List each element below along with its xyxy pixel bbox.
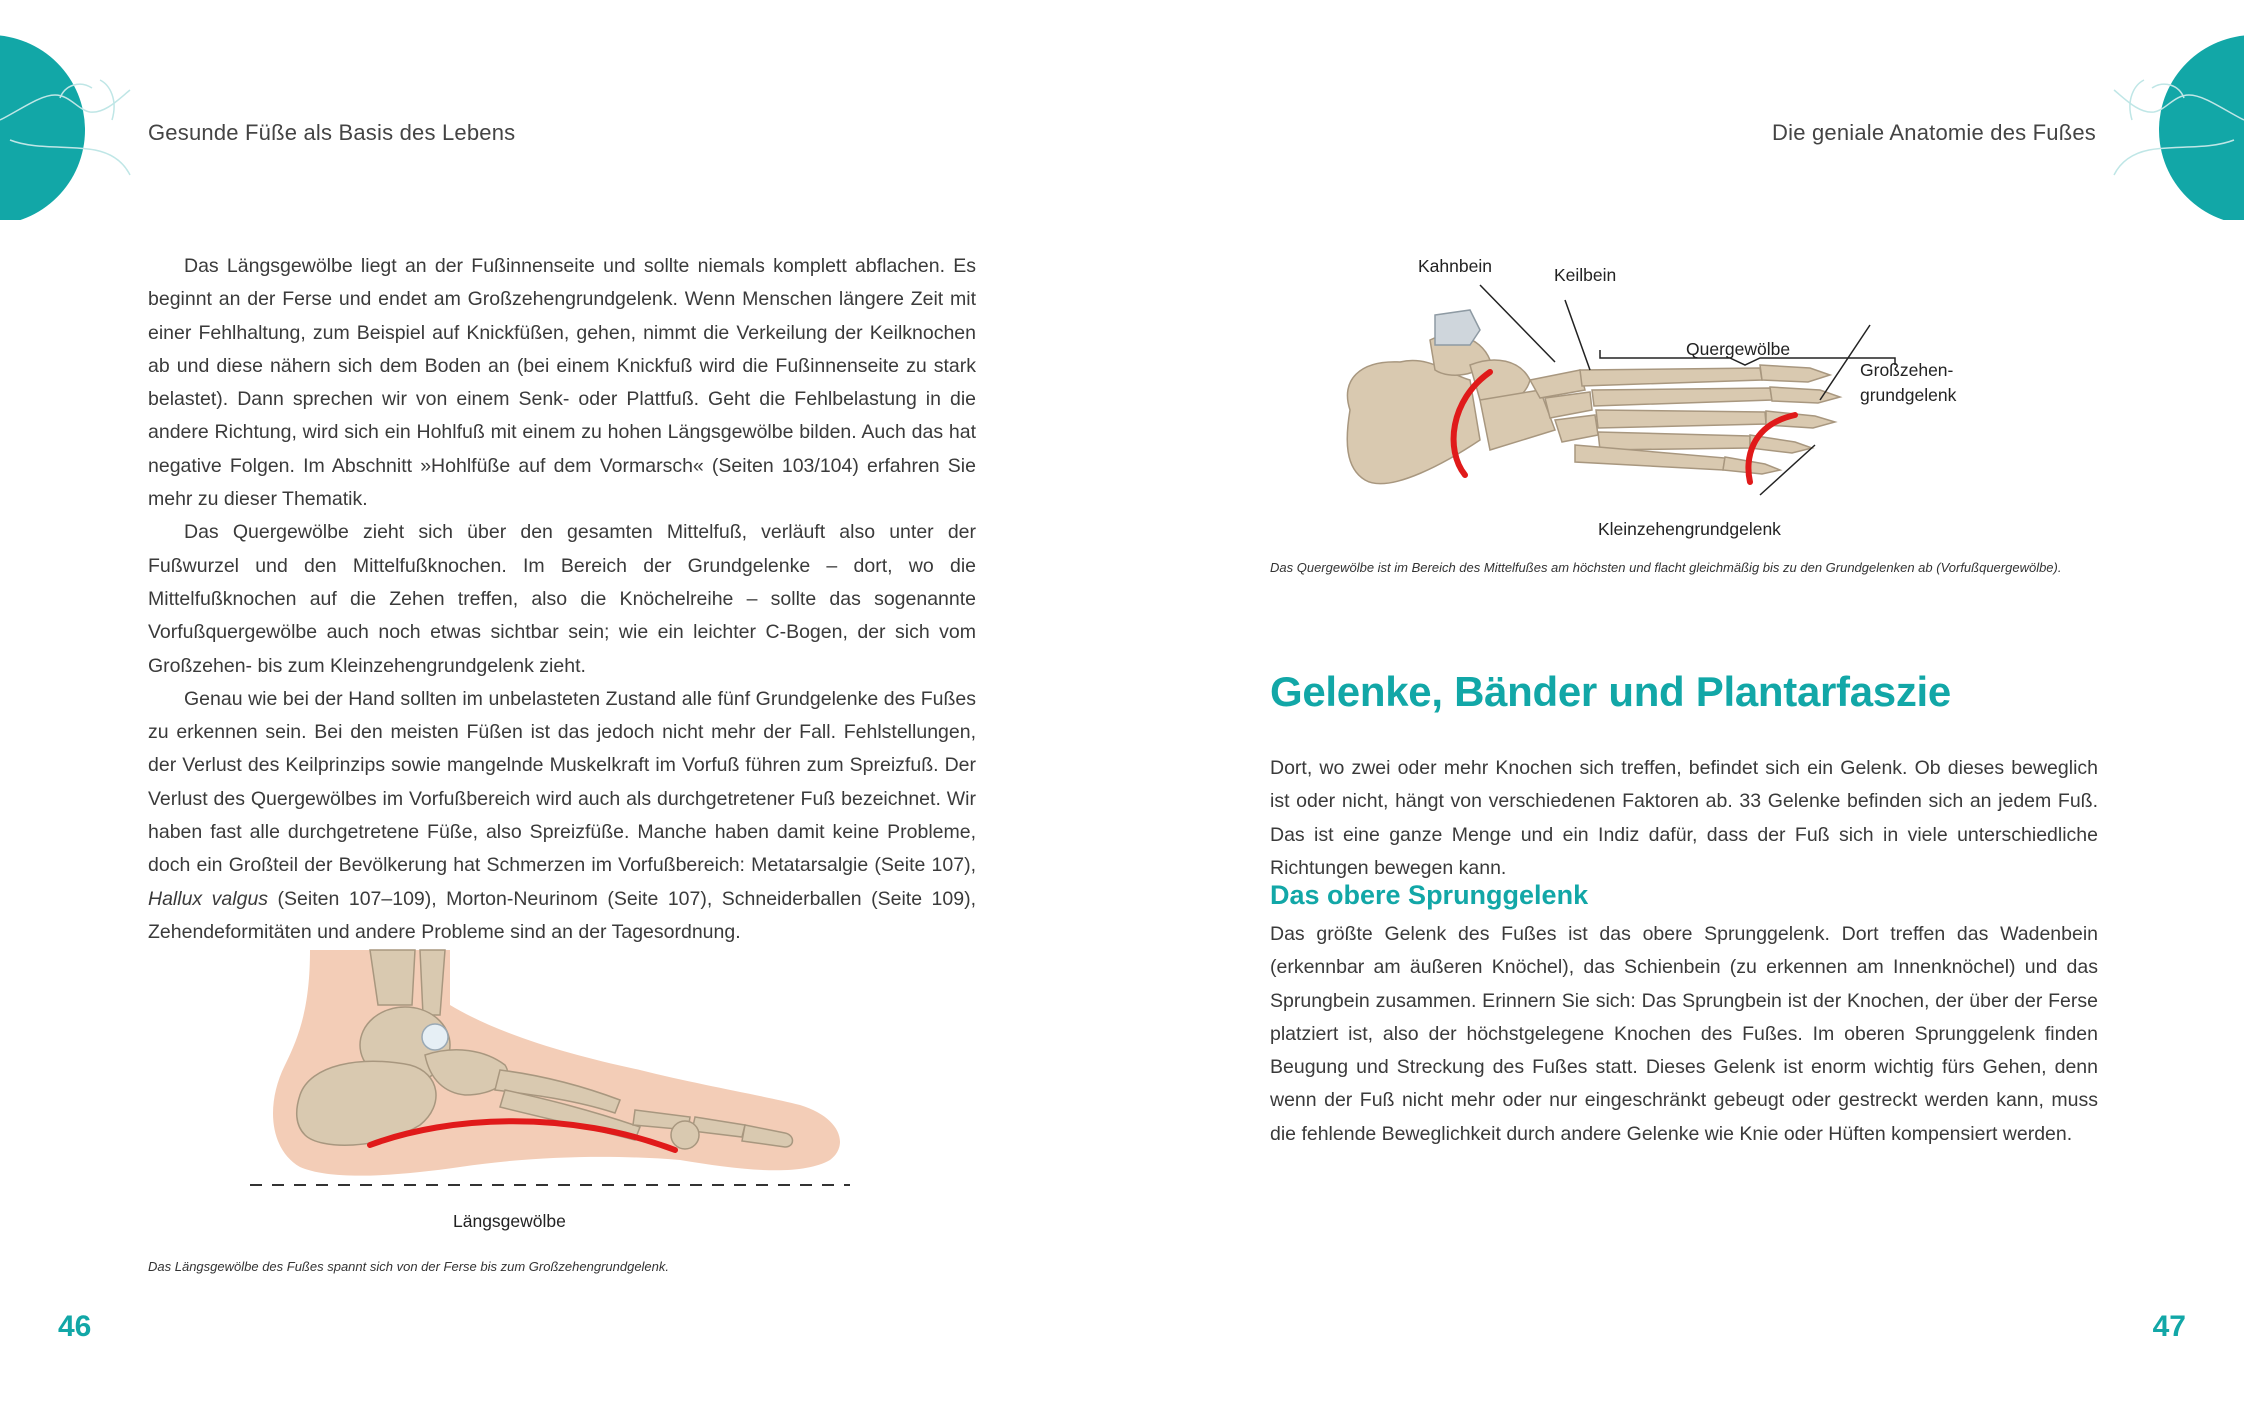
longitudinal-arch-figure <box>240 945 860 1195</box>
left-body-text <box>148 250 976 949</box>
corner-decoration-left <box>0 0 150 220</box>
paragraph-longitudinal-arch: Das Längsgewölbe liegt an der Fußinnenseite und sollte niemals komplett abflachen. Es beginnt an der Ferse und endet am Großzehengrundgelenk. Wenn Menschen längere Zeit mit einer Fehlhaltung, zum Beispiel auf Knickfüßen, gehen, nimmt die Verkeilung der Keilknochen ab und diese nähern sich dem Boden an (bei einem Knickfuß wird die Fußinnenseite zu stark belastet). Dann sprechen wir von einem Senk- oder Plattfuß. Geht die Fehlbelastung in die andere Richtung, wird sich ein Hohlfuß mit einem zu hohen Längsgewölbe bilden. Auch das hat negative Folgen. Im Abschnitt »Hohlfüße auf dem Vormarsch« (Seiten 103/104) erfahren Sie mehr zu dieser Thematik. <box>148 255 976 511</box>
paragraph-upper-ankle-joint: Das größte Gelenk des Fußes ist das obere Sprunggelenk. Dort treffen das Wadenbein (erkennbar am äußeren Knöchel), das Schienbein (zu erkennen am Innenknöchel) und das Sprungbein zusammen. Erinnern Sie sich: Das Sprungbein ist der Knochen, der über der Ferse platziert ist, also der höchstgelegene Knochen des Fußes. Im oberen Sprunggelenk finden Beugung und Streckung des Fußes statt. Dieses Gelenk ist enorm wichtig fürs Gehen, denn wenn der Fuß nicht mehr oder nur eingeschränkt gebeugt oder gestreckt werden kann, muss die fehlende Beweglichkeit durch andere Gelenke wie Knie oder Hüften kompensiert werden. <box>1270 923 2098 1145</box>
running-header-left: Gesunde Füße als Basis des Lebens <box>148 120 516 145</box>
subsection-heading: Das obere Sprunggelenk <box>1270 880 1589 910</box>
leader-kahnbein <box>1480 285 1555 362</box>
figure-label-laengsgewoelbe: Längsgewölbe <box>453 1211 566 1231</box>
label-quergewoelbe: Quergewölbe <box>1686 339 1791 359</box>
label-grosszehen-1: Großzehen- <box>1860 360 1954 380</box>
label-keilbein: Keilbein <box>1554 265 1617 285</box>
leader-keilbein <box>1565 300 1590 370</box>
corner-decoration-right <box>2094 0 2244 220</box>
paragraph-joints-intro: Dort, wo zwei oder mehr Knochen sich treffen, befindet sich ein Gelenk. Ob dieses beweglich ist oder nicht, hängt von verschiedenen Faktoren ab. 33 Gelenke befinden sich an jedem Fuß. Das ist eine ganze Menge und ein Indiz dafür, dass der Fuß sich in viele unterschiedliche Richtungen bewegen kann. <box>1270 757 2098 879</box>
left-figure-caption: Das Längsgewölbe des Fußes spannt sich von der Ferse bis zum Großzehengrundgelenk. <box>148 1259 670 1274</box>
label-kahnbein: Kahnbein <box>1418 256 1492 276</box>
section-heading: Gelenke, Bänder und Plantarfaszie <box>1270 668 1951 715</box>
page-number-left: 46 <box>58 1310 92 1343</box>
right-figure-caption: Das Quergewölbe ist im Bereich des Mittelfußes am höchsten und flacht gleichmäßig bis zu den Grundgelenken ab (Vorfußquergewölbe). <box>1270 560 2062 575</box>
paragraph-transverse-arch: Das Quergewölbe zieht sich über den gesamten Mittelfuß, verläuft also unter der Fußwurzel und den Mittelfußknochen. Im Bereich der Grundgelenke – dort, wo die Mittelfußknochen auf die Zehen treffen, also die Knöchelreihe – sollte das sogenannte Vorfußquergewölbe auch noch etwas sichtbar sein; wie ein leichter C-Bogen, der sich vom Großzehen- bis zum Kleinzehengrundgelenk zieht. <box>148 521 976 677</box>
label-grosszehen-2: grundgelenk <box>1860 385 1957 405</box>
subsection-text <box>1270 918 2098 1151</box>
label-kleinzehen: Kleinzehengrundgelenk <box>1598 519 1781 539</box>
paragraph-splayfoot: Genau wie bei der Hand sollten im unbelasteten Zustand alle fünf Grundgelenke des Fußes zu erkennen sein. Bei den meisten Füßen ist das jedoch nicht mehr der Fall. Fehlstellungen, der Verlust des Keilprinzips sowie mangelnde Muskelkraft im Vorfuß führen zum Spreizfuß. Der Verlust des Quergewölbes im Vorfußbereich wird auch als durchgetretener Fuß bezeichnet. Wir haben fast alle durchgetretene Füße, also Spreizfüße. Manche haben damit keine Probleme, doch ein Großteil der Bevölkerung hat Schmerzen im Vorfußbereich: Metatarsalgie (Seite 107), Hallux valgus (Seiten 107–109), Morton-Neurinom (Seite 107), Schneiderballen (Seite 109), Zehendeformitäten und andere Probleme sind an der Tagesordnung. <box>148 687 976 943</box>
running-header-right: Die geniale Anatomie des Fußes <box>1772 120 2096 145</box>
intro-text <box>1270 752 2098 885</box>
page-number-right: 47 <box>2152 1310 2186 1343</box>
